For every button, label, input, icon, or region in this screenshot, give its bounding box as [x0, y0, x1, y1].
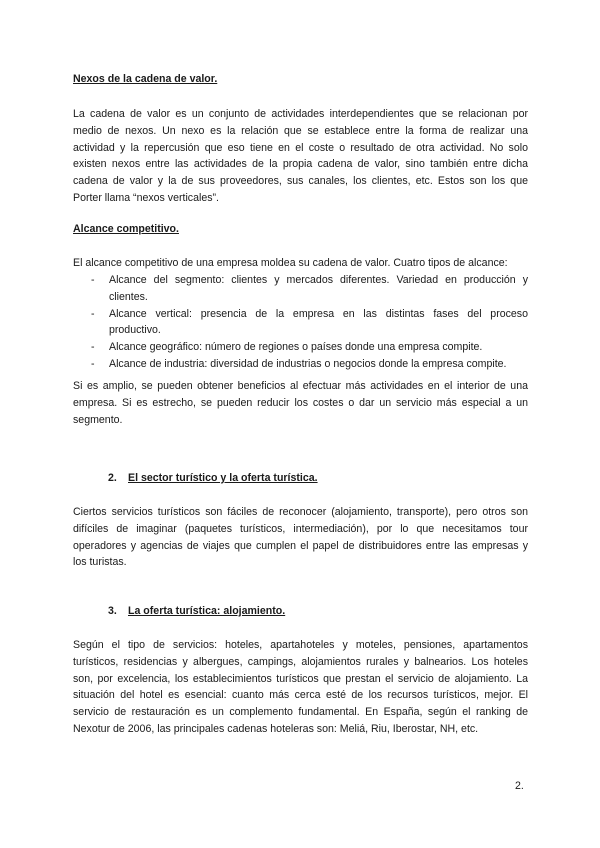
- text-line: Alcance vertical: presencia de la empresa en las distintas fases del proceso: [109, 307, 528, 320]
- section-title: El sector turístico y la oferta turística.: [128, 472, 318, 484]
- text-line: La cadena de valor es un conjunto de actividades interdependientes que se relacionan por: [73, 108, 528, 120]
- page-number: 2.: [515, 780, 524, 792]
- list-item: [73, 272, 528, 306]
- text-line: El alcance competitivo de una empresa moldea su cadena de valor. Cuatro tipos de alcance:: [73, 257, 508, 269]
- paragraph-alcance-closing: [73, 378, 528, 428]
- text-line: existen nexos entre las actividades de la propia cadena de valor, sino también entre dicha: [73, 158, 528, 171]
- text-line: Porter llama “nexos verticales”.: [73, 191, 220, 204]
- text-line: Alcance del segmento: clientes y mercados diferentes. Variedad en producción y: [109, 274, 528, 286]
- paragraph-alcance-intro: [73, 255, 528, 272]
- text-line: Nexotur de 2006, las principales cadenas hoteleras son: Meliá, Riu, Iberostar, NH, etc.: [73, 722, 479, 735]
- paragraph-nexos: [73, 106, 528, 207]
- list-bullet: -: [91, 357, 95, 370]
- text-line: difíciles de imaginar (paquetes turísticos, intermediación), por lo que necesitamos tour: [73, 522, 528, 535]
- text-line: turísticos, residencias y albergues, campings, alojamientos rurales y balnearios. Los hoteles: [73, 655, 528, 668]
- list-bullet: -: [91, 274, 95, 286]
- list-item: [73, 306, 528, 340]
- text-line: operadores y agencias de viajes que cumplen el papel de distribuidores entre las empresas y: [73, 539, 528, 552]
- paragraph-alojamiento: [73, 637, 528, 738]
- list-item: [73, 339, 528, 356]
- text-line: empresa. Si es estrecho, se pueden reducir los costes o dar un servicio más especial a un: [73, 396, 528, 409]
- text-line: los turistas.: [73, 556, 127, 569]
- text-line: clientes.: [109, 290, 148, 303]
- text-line: Si es amplio, se pueden obtener beneficios al efectuar más actividades en el interior de una: [73, 380, 528, 392]
- section-heading-alcance: Alcance competitivo.: [73, 223, 179, 235]
- text-line: servicio de restauración es un complemento fundamental. En España, según el ranking de: [73, 706, 528, 719]
- list-bullet: -: [91, 341, 95, 354]
- section-number: 3.: [108, 605, 117, 617]
- paragraph-sector-turistico: [73, 504, 528, 571]
- text-line: situación del hotel es esencial: cuanto más cerca esté de los recursos turísticos, mejor. El: [73, 689, 528, 702]
- alcance-list: [73, 272, 528, 373]
- section-heading-alojamiento: [108, 605, 285, 617]
- text-line: segmento.: [73, 413, 123, 426]
- list-bullet: -: [91, 307, 95, 320]
- text-line: Alcance de industria: diversidad de industrias o negocios donde la empresa compite.: [109, 357, 507, 370]
- text-line: productivo.: [109, 324, 161, 337]
- section-number: 2.: [108, 472, 117, 484]
- section-heading-nexos: Nexos de la cadena de valor.: [73, 73, 218, 85]
- text-line: Ciertos servicios turísticos son fáciles de reconocer (alojamiento, transporte), pero otros son: [73, 506, 528, 518]
- section-title: La oferta turística: alojamiento.: [128, 605, 286, 617]
- text-line: actividad y la repercusión que eso tiene en el coste o resultado de otra actividad. No solo: [73, 141, 528, 154]
- text-line: Alcance geográfico: número de regiones o países donde una empresa compite.: [109, 341, 483, 354]
- text-line: medio de nexos. Un nexo es la relación que se establece entre la forma de realizar una: [73, 124, 528, 137]
- section-heading-sector-turistico: [108, 472, 318, 484]
- list-item: [73, 356, 528, 373]
- text-line: Según el tipo de servicios: hoteles, apartahoteles y moteles, pensiones, apartamentos: [73, 639, 528, 651]
- text-line: cadena de valor y la de sus proveedores, sus canales, los clientes, etc. Estos son los que: [73, 175, 528, 188]
- text-line: son, por excelencia, los establecimientos turísticos que prestan el servicio de alojamiento. La: [73, 672, 528, 685]
